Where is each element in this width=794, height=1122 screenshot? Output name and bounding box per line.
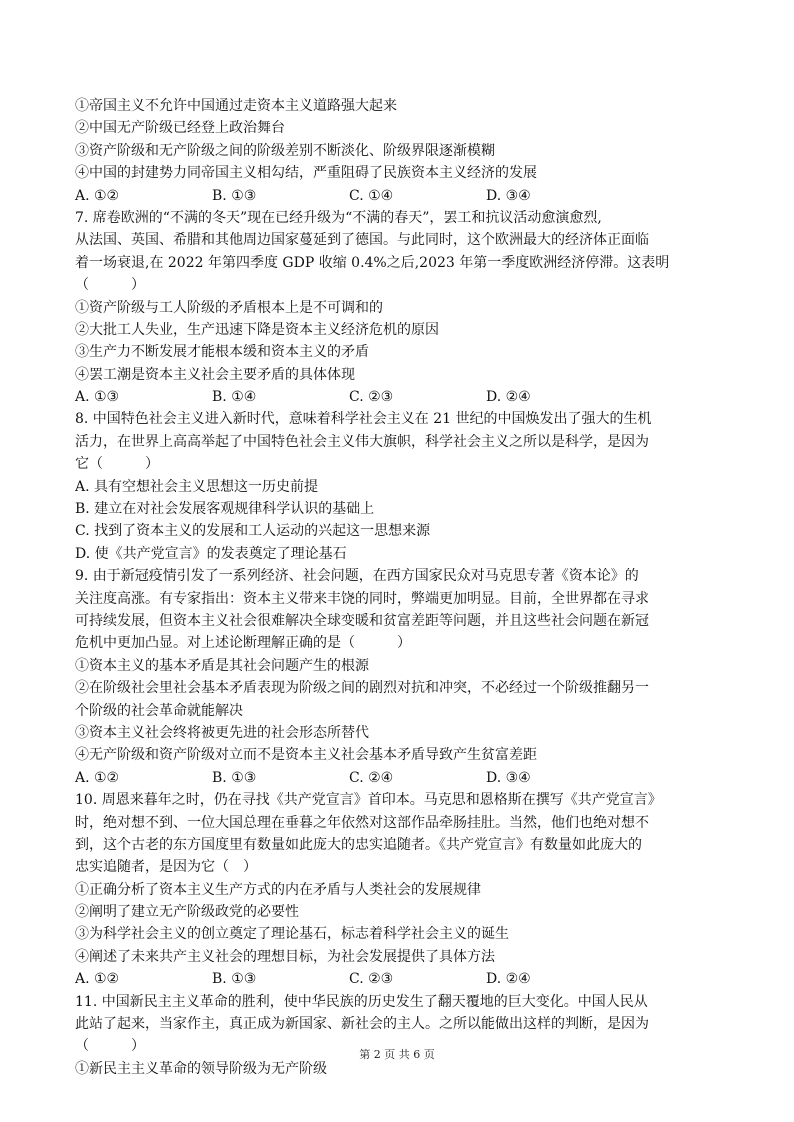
q11-option-1: ①新民主主义革命的领导阶级为无产阶级 bbox=[75, 1060, 327, 1077]
q8-option-a: A. 具有空想社会主义思想这一历史前提 bbox=[75, 478, 319, 495]
q9-option-4: ④无产阶级和资产阶级对立而不是资本主义社会基本矛盾导致产生贫富差距 bbox=[75, 747, 537, 764]
q8-option-d: D. 使《共产党宣言》的发表奠定了理论基石 bbox=[75, 545, 347, 562]
q9-stem-line-3: 可持续发展，但资本主义社会很难解决全球变暖和贫富差距等问题，并且这些社会问题在新冠 bbox=[75, 612, 649, 629]
q6-choice-c: C. ①④ bbox=[349, 187, 394, 204]
exam-page-content bbox=[75, 95, 725, 1080]
q9-option-2-line-1: ②在阶级社会里社会基本矛盾表现为阶级之间的剧烈对抗和冲突，不必经过一个阶级推翻另一 bbox=[75, 680, 649, 697]
q7-answer-blank: （ ） bbox=[75, 277, 145, 294]
q7-option-2: ②大批工人失业，生产迅速下降是资本主义经济危机的原因 bbox=[75, 321, 439, 338]
q11-stem-line-2: 此站了起来，当家作主，真正成为新国家、新社会的主人。之所以能做出这样的判断，是因为 bbox=[75, 1016, 649, 1033]
q9-choice-b: B. ①③ bbox=[212, 769, 257, 786]
q7-stem-line-1: 7. 席卷欧洲的“不满的冬天”现在已经升级为“不满的春天”，罢工和抗议活动愈演愈烈, bbox=[75, 209, 602, 226]
q10-choice-b: B. ①③ bbox=[212, 971, 257, 988]
question-10 bbox=[75, 789, 725, 991]
q7-choice-b: B. ①④ bbox=[212, 389, 257, 406]
q10-choice-c: C. ②③ bbox=[349, 971, 394, 988]
q7-option-4: ④罢工潮是资本主义社会主要矛盾的具体体现 bbox=[75, 366, 355, 383]
q10-stem-line-4: 忠实追随者，是因为它（ ） bbox=[75, 859, 257, 876]
q7-option-3: ③生产力不断发展才能根本缓和资本主义的矛盾 bbox=[75, 344, 369, 361]
q10-stem-line-1: 10. 周恩来暮年之时，仍在寻找《共产党宣言》首印本。马克思和恩格斯在撰写《共产党宣言》 bbox=[75, 792, 662, 809]
q11-answer-blank: （ ） bbox=[75, 1038, 145, 1055]
q10-choice-a: A. ①② bbox=[75, 971, 120, 988]
q6-option-2: ②中国无产阶级已经登上政治舞台 bbox=[75, 120, 285, 137]
q9-stem-line-4: 危机中更加凸显。对上述论断理解正确的是（ ） bbox=[75, 635, 411, 652]
q6-option-3: ③资产阶级和无产阶级之间的阶级差别不断淡化、阶级界限逐渐模糊 bbox=[75, 142, 495, 159]
question-7 bbox=[75, 207, 725, 409]
q6-option-4: ④中国的封建势力同帝国主义相勾结，严重阻碍了民族资本主义经济的发展 bbox=[75, 165, 537, 182]
q10-option-3: ③为科学社会主义的创立奠定了理论基石，标志着科学社会主义的诞生 bbox=[75, 926, 509, 943]
q8-option-c: C. 找到了资本主义的发展和工人运动的兴起这一思想来源 bbox=[75, 523, 431, 540]
q6-option-1: ①帝国主义不允许中国通过走资本主义道路强大起来 bbox=[75, 98, 397, 114]
q9-choice-a: A. ①② bbox=[75, 769, 120, 786]
q10-option-4: ④阐述了未来共产主义社会的理想目标，为社会发展提供了具体方法 bbox=[75, 948, 495, 965]
q9-choice-c: C. ②④ bbox=[349, 769, 394, 786]
question-11 bbox=[75, 991, 725, 1081]
q6-choice-d: D. ③④ bbox=[486, 187, 531, 204]
q9-stem-line-1: 9. 由于新冠疫情引发了一系列经济、社会问题，在西方国家民众对马克思专著《资本论》的 bbox=[75, 568, 639, 585]
q10-choice-d: D. ②④ bbox=[486, 971, 531, 988]
q6-choices bbox=[75, 185, 725, 207]
q9-stem-line-2: 关注度高涨。有专家指出：资本主义带来丰饶的同时，弊端更加明显。目前，全世界都在寻求 bbox=[75, 590, 649, 607]
q7-stem-line-2: 从法国、英国、希腊和其他周边国家蔓延到了德国。与此同时，这个欧洲最大的经济体正面临 bbox=[75, 232, 649, 249]
q10-stem-line-3: 到，这个古老的东方国度里有数量如此庞大的忠实追随者。《共产党宣言》有数量如此庞大的 bbox=[75, 836, 642, 853]
q8-stem-line-3: 它（ ） bbox=[75, 456, 159, 473]
q7-choice-d: D. ②④ bbox=[486, 389, 531, 406]
q8-option-b: B. 建立在对社会发展客观规律科学认识的基础上 bbox=[75, 501, 375, 518]
q7-choice-c: C. ②③ bbox=[349, 389, 394, 406]
q10-option-2: ②阐明了建立无产阶级政党的必要性 bbox=[75, 904, 299, 921]
q9-choice-d: D. ③④ bbox=[486, 769, 531, 786]
q9-choices bbox=[75, 767, 725, 789]
q10-choices bbox=[75, 968, 725, 990]
page-number-footer: 第 2 页 共 6 页 bbox=[359, 1048, 435, 1061]
q11-stem-line-1: 11. 中国新民主主义革命的胜利，使中华民族的历史发生了翻天覆地的巨大变化。中国人民从 bbox=[75, 993, 648, 1010]
q8-stem-line-2: 活力，在世界上高高举起了中国特色社会主义伟大旗帜，科学社会主义之所以是科学，是因为 bbox=[75, 433, 649, 450]
question-6 bbox=[75, 95, 725, 207]
question-9 bbox=[75, 565, 725, 789]
q10-option-1: ①正确分析了资本主义生产方式的内在矛盾与人类社会的发展规律 bbox=[75, 881, 481, 898]
q9-option-3: ③资本主义社会终将被更先进的社会形态所替代 bbox=[75, 724, 369, 741]
q7-option-1: ①资产阶级与工人阶级的矛盾根本上是不可调和的 bbox=[75, 299, 383, 316]
q6-choice-a: A. ①② bbox=[75, 187, 120, 204]
q7-stem-line-3: 着一场衰退,在 2022 年第四季度 GDP 收缩 0.4%之后,2023 年第一季度欧洲经济停滞。这表明 bbox=[75, 254, 670, 271]
q8-stem-line-1: 8. 中国特色社会主义进入新时代，意味着科学社会主义在 21 世纪的中国焕发出了强大的生机 bbox=[75, 411, 652, 428]
q7-choice-a: A. ①③ bbox=[75, 389, 120, 406]
q9-option-1: ①资本主义的基本矛盾是其社会问题产生的根源 bbox=[75, 657, 369, 674]
q9-option-2-line-2: 个阶级的社会革命就能解决 bbox=[75, 702, 243, 719]
q6-choice-b: B. ①③ bbox=[212, 187, 257, 204]
question-8 bbox=[75, 408, 725, 565]
q10-stem-line-2: 时，绝对想不到、一位大国总理在垂暮之年依然对这部作品牵肠挂肚。当然，他们也绝对想不 bbox=[75, 814, 649, 831]
q7-choices bbox=[75, 386, 725, 408]
